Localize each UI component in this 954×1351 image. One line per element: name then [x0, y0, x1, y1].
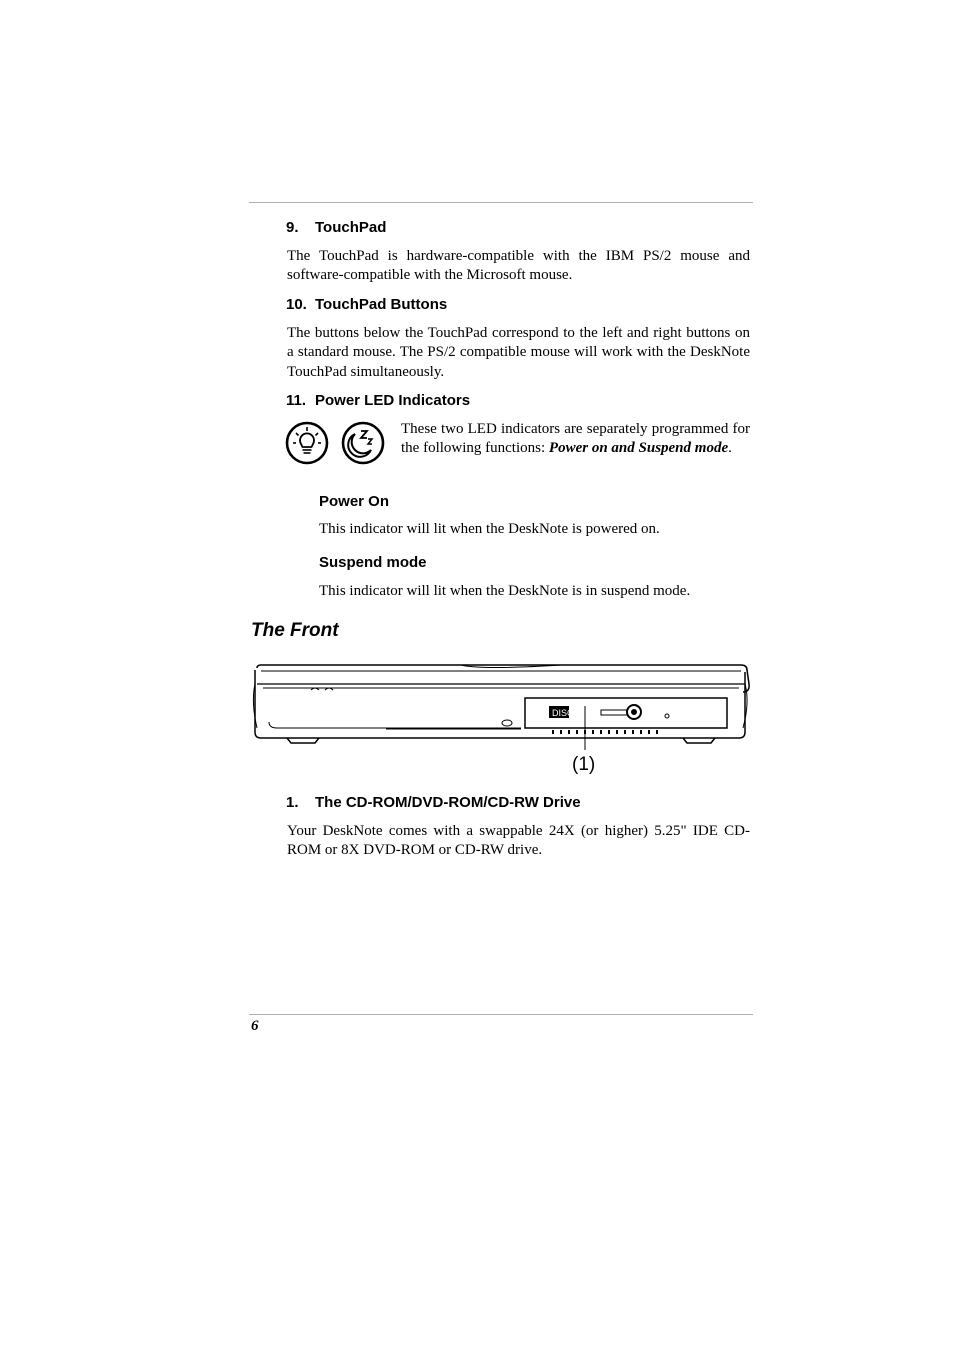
svg-text:DISC: DISC	[552, 708, 574, 718]
power-led-text: These two LED indicators are separately programmed for the following functions: Power on and Suspend mode.	[401, 421, 750, 457]
touchpad-buttons-text: The buttons below the TouchPad correspond to the left and right buttons on a standard mouse. The PS/2 compatible mouse will work with the DeskNote TouchPad simultaneously.	[287, 325, 750, 380]
suspend-mode-text: This indicator will lit when the DeskNote is in suspend mode.	[319, 583, 691, 599]
heading-cd-drive: 1. The CD-ROM/DVD-ROM/CD-RW Drive	[286, 794, 581, 811]
power-on-text: This indicator will lit when the DeskNote is powered on.	[319, 521, 660, 537]
page-number: 6	[251, 1018, 259, 1034]
heading-power-on: Power On	[319, 493, 390, 510]
callout-label-1: (1)	[572, 754, 596, 775]
top-rule	[249, 202, 753, 203]
section-title-the-front: The Front	[251, 620, 339, 641]
touchpad-text: The TouchPad is hardware-compatible with the IBM PS/2 mouse and software-compatible with the Microsoft mouse.	[287, 248, 750, 284]
heading-suspend-mode: Suspend mode	[319, 554, 427, 571]
power-on-bulb-icon	[285, 420, 329, 466]
suspend-moon-icon	[341, 420, 385, 466]
heading-touchpad-buttons: 10. TouchPad Buttons	[286, 296, 448, 313]
laptop-front-illustration	[251, 662, 751, 772]
cd-drive-text: Your DeskNote comes with a swappable 24X (or higher) 5.25" IDE CD-ROM or 8X DVD-ROM or CD-RW drive.	[287, 823, 750, 859]
bottom-rule	[249, 1014, 753, 1015]
heading-power-led: 11. Power LED Indicators	[286, 392, 471, 409]
heading-touchpad: 9. TouchPad	[286, 219, 387, 236]
